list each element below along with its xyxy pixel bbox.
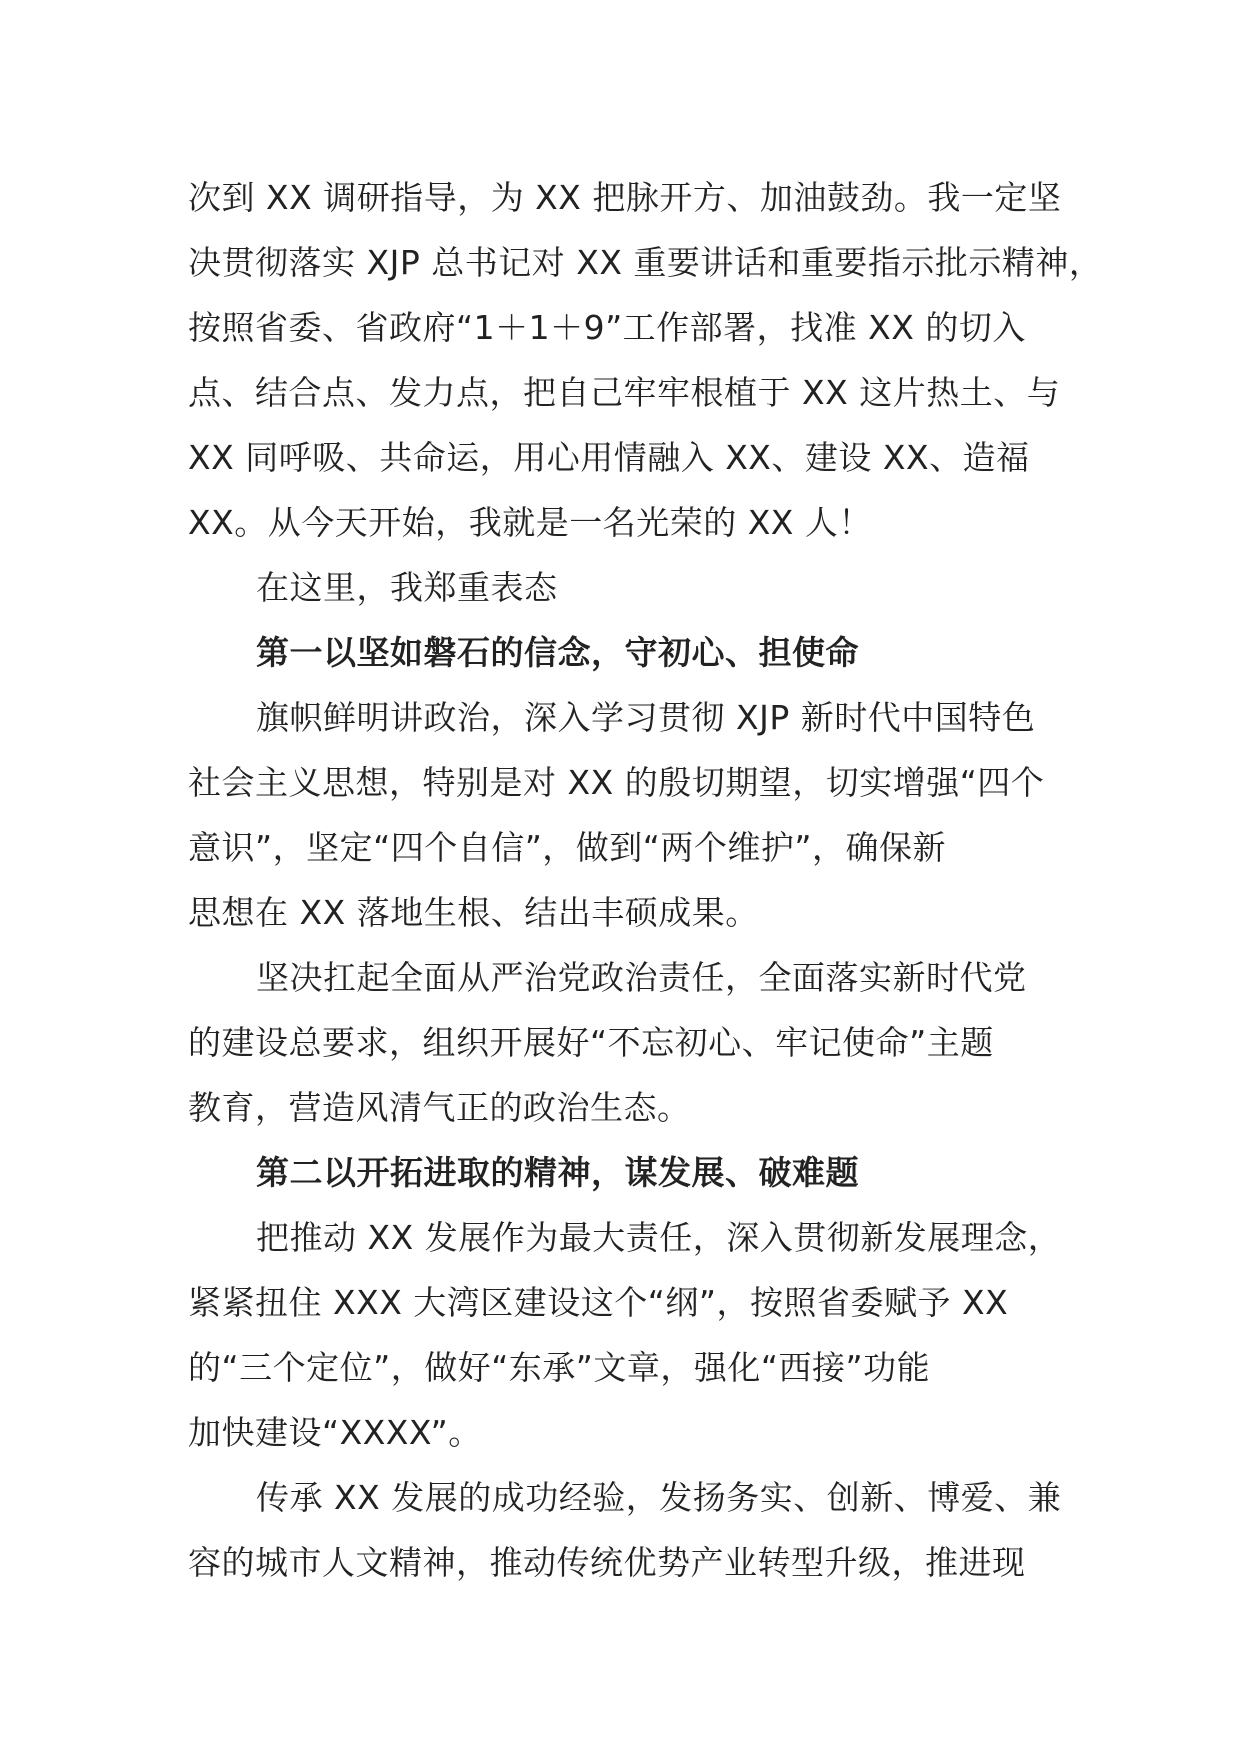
text-line-12: 思想在 XX 落地生根、结出丰硕成果。 (188, 893, 759, 932)
text-line-17: 把推动 XX 发展作为最大责任，深入贯彻新发展理念， (256, 1218, 1062, 1257)
section-heading-2: 第二以开拓进取的精神，谋发展、破难题 (256, 1153, 859, 1192)
text-line-21: 传承 XX 发展的成功经验，发扬务实、创新、博爱、兼 (256, 1478, 1062, 1517)
text-line-22: 容的城市人文精神，推动传统优势产业转型升级，推进现 (188, 1543, 1026, 1582)
text-line-14: 的建设总要求，组织开展好“不忘初心、牢记使命”主题 (188, 1023, 994, 1062)
text-line-1: 次到 XX 调研指导，为 XX 把脉开方、加油鼓劲。我一定坚 (188, 178, 1062, 217)
text-line-20: 加快建设“XXXX”。 (188, 1413, 482, 1452)
text-line-11: 意识”，坚定“四个自信”，做到“两个维护”，确保新 (188, 828, 946, 867)
text-line-7: 在这里，我郑重表态 (256, 568, 558, 607)
text-line-13: 坚决扛起全面从严治党政治责任，全面落实新时代党 (256, 958, 1027, 997)
document-body (188, 165, 1103, 1595)
text-line-19: 的“三个定位”，做好“东承”文章，强化“西接”功能 (188, 1348, 931, 1387)
text-line-5: XX 同呼吸、共命运，用心用情融入 XX、建设 XX、造福 (188, 438, 1030, 477)
text-line-4: 点、结合点、发力点，把自己牢牢根植于 XX 这片热土、与 (188, 373, 1061, 412)
section-heading-1: 第一以坚如磐石的信念，守初心、担使命 (256, 633, 859, 672)
text-line-3: 按照省委、省政府“1＋1＋9”工作部署，找准 XX 的切入 (188, 308, 1026, 347)
text-line-15: 教育，营造风清气正的政治生态。 (188, 1088, 691, 1127)
text-line-2: 决贯彻落实 XJP 总书记对 XX 重要讲话和重要指示批示精神， (188, 243, 1103, 282)
text-line-6: XX。从今天开始，我就是一名光荣的 XX 人！ (188, 503, 872, 542)
text-line-10: 社会主义思想，特别是对 XX 的殷切期望，切实增强“四个 (188, 763, 1045, 802)
text-line-18: 紧紧扭住 XXX 大湾区建设这个“纲”，按照省委赋予 XX (188, 1283, 1009, 1322)
text-line-9: 旗帜鲜明讲政治，深入学习贯彻 XJP 新时代中国特色 (256, 698, 1036, 737)
